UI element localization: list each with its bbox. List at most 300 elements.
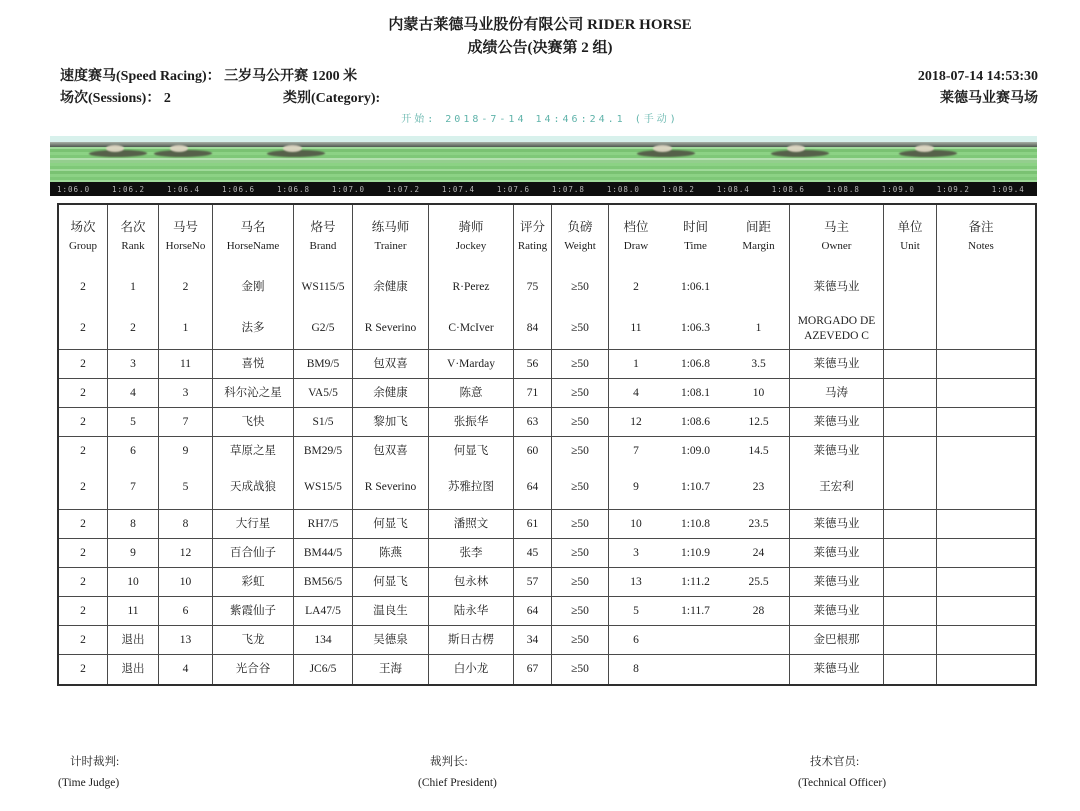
cell-margin: 14.5 [748, 445, 769, 458]
cell-horsename: 科尔沁之星 [213, 379, 294, 407]
horse-silhouette [771, 145, 829, 158]
cell-jockey: 陈意 [429, 379, 514, 407]
cell-rank: 退出 [108, 655, 159, 684]
cell-jockey: 张振华 [429, 408, 514, 436]
cell-horsename: 法多 [213, 309, 294, 350]
cell-horseno: 13 [159, 626, 213, 654]
time-tick-label: 1:08.8 [826, 184, 860, 194]
column-header-rank-labels [120, 219, 145, 253]
cell-weight: ≥50 [552, 408, 609, 436]
column-header-en: Notes [968, 240, 994, 253]
table-row [59, 379, 1035, 408]
header-cell-rating [514, 205, 552, 267]
cell-draw-time-margin [609, 539, 790, 567]
cell-rating: 63 [514, 408, 552, 436]
column-header-rating-labels [518, 219, 547, 253]
cell-rank: 7 [108, 466, 159, 509]
cell-draw-time-margin [609, 350, 790, 378]
cell-draw-time-margin [609, 568, 790, 596]
cell-owner: 莱德马业 [790, 597, 884, 625]
cell-draw-time-margin [609, 597, 790, 625]
horse-silhouette [899, 145, 957, 158]
cell-trainer: 何显飞 [353, 568, 429, 596]
cell-jockey: 何显飞 [429, 437, 514, 466]
column-header-brand-labels [310, 219, 337, 253]
cell-margin: 1 [755, 322, 762, 335]
cell-brand: 134 [294, 626, 353, 654]
column-header-jockey-labels [456, 219, 487, 253]
column-header-time [664, 205, 728, 267]
cell-horsename: 彩虹 [213, 568, 294, 596]
cell-draw: 5 [633, 604, 639, 617]
header-cell-owner [790, 205, 884, 267]
chief-president-label-zh: 裁判长: [430, 756, 468, 768]
cell-draw: 8 [633, 663, 639, 676]
company-title: 内蒙古莱德马业股份有限公司 RIDER HORSE [388, 17, 692, 33]
cell-horseno: 5 [159, 466, 213, 509]
cell-unit [884, 309, 937, 350]
cell-notes [937, 379, 1025, 407]
cell-trainer: 何显飞 [353, 510, 429, 538]
cell-rank: 5 [108, 408, 159, 436]
cell-rating: 60 [514, 437, 552, 466]
header-cell-unit [884, 205, 937, 267]
cell-jockey: 苏雅拉图 [429, 466, 514, 509]
cell-group: 2 [59, 466, 108, 509]
cell-time: 1:10.9 [680, 546, 711, 559]
cell-owner: 莱德马业 [790, 568, 884, 596]
cell-horseno: 2 [159, 267, 213, 309]
cell-brand: S1/5 [294, 408, 353, 436]
cell-rating: 71 [514, 379, 552, 407]
header-row [59, 205, 1035, 267]
cell-notes [937, 510, 1025, 538]
column-header-en: Weight [564, 240, 596, 253]
cell-draw-time-margin [609, 466, 790, 509]
time-tick-label: 1:08.0 [606, 184, 640, 194]
cell-notes [937, 267, 1025, 309]
cell-draw: 13 [630, 575, 642, 588]
table-row [59, 309, 1035, 351]
column-header-en: Jockey [455, 240, 487, 253]
cell-unit [884, 267, 937, 309]
column-header-draw-labels [623, 219, 648, 253]
cell-rating: 64 [514, 466, 552, 509]
cell-draw-time-margin [609, 408, 790, 436]
turf-light-band [50, 158, 1037, 163]
cell-owner: 莱德马业 [790, 655, 884, 684]
cell-jockey: V·Marday [429, 350, 514, 378]
header-cell-notes [937, 205, 1025, 267]
cell-time [664, 655, 728, 684]
column-header-en: Margin [742, 240, 775, 253]
cell-group: 2 [59, 379, 108, 407]
document-title [0, 14, 1080, 61]
cell-brand: G2/5 [294, 309, 353, 350]
cell-time: 1:06.8 [680, 357, 711, 370]
cell-draw-time-margin [609, 267, 790, 309]
cell-draw: 11 [630, 322, 642, 335]
cell-weight: ≥50 [552, 626, 609, 654]
time-tick-label: 1:07.4 [441, 184, 475, 194]
column-header-unit-labels [897, 219, 922, 253]
table-row [59, 466, 1035, 510]
cell-rank: 11 [108, 597, 159, 625]
cell-unit [884, 568, 937, 596]
column-header-margin [728, 205, 790, 267]
cell-notes [937, 466, 1025, 509]
datetime-venue-block [918, 66, 1038, 111]
finish-time-scale [50, 182, 1037, 196]
cell-margin [728, 267, 790, 309]
cell-notes [937, 568, 1025, 596]
cell-rank: 6 [108, 437, 159, 466]
cell-rank: 10 [108, 568, 159, 596]
cell-draw: 7 [633, 445, 639, 458]
cell-draw-time-margin [609, 655, 790, 684]
table-row [59, 568, 1035, 597]
cell-margin: 3.5 [751, 357, 766, 370]
cell-unit [884, 379, 937, 407]
cell-draw-time-margin [609, 379, 790, 407]
cell-notes [937, 539, 1025, 567]
cell-owner: 马涛 [790, 379, 884, 407]
column-header-en: Rating [517, 240, 548, 253]
cell-draw: 10 [630, 517, 642, 530]
time-tick-label: 1:07.2 [386, 184, 420, 194]
cell-rating: 64 [514, 597, 552, 625]
column-header-group-labels [69, 219, 97, 253]
cell-brand: BM56/5 [294, 568, 353, 596]
cell-brand: LA47/5 [294, 597, 353, 625]
cell-rating: 75 [514, 267, 552, 309]
column-header-zh: 间距 [745, 220, 771, 235]
cell-brand: BM9/5 [294, 350, 353, 378]
time-tick-label: 1:09.4 [991, 184, 1025, 194]
cell-time: 1:06.1 [680, 281, 711, 294]
cell-weight: ≥50 [552, 568, 609, 596]
column-header-owner-labels [822, 219, 852, 253]
cell-group: 2 [59, 309, 108, 350]
cell-weight: ≥50 [552, 309, 609, 350]
column-header-en: Trainer [374, 240, 407, 253]
cell-notes [937, 626, 1025, 654]
cell-notes [937, 655, 1025, 684]
cell-group: 2 [59, 437, 108, 466]
cell-horseno: 7 [159, 408, 213, 436]
header-cell-rank [108, 205, 159, 267]
time-tick-label: 1:06.4 [166, 184, 201, 194]
time-tick-label: 1:08.6 [771, 184, 805, 194]
cell-rating: 57 [514, 568, 552, 596]
table-row [59, 510, 1035, 539]
cell-draw-time-margin [609, 626, 790, 654]
cell-weight: ≥50 [552, 597, 609, 625]
cell-unit [884, 350, 937, 378]
cell-owner: 王宏利 [790, 466, 884, 509]
cell-group: 2 [59, 626, 108, 654]
column-header-zh: 烙号 [310, 220, 336, 235]
header-cell-weight [552, 205, 609, 267]
cell-horseno: 1 [159, 309, 213, 350]
cell-time: 1:10.7 [680, 481, 711, 494]
column-header-zh: 马号 [172, 220, 198, 235]
cell-jockey: 潘照文 [429, 510, 514, 538]
time-tick-label: 1:08.4 [716, 184, 750, 194]
column-header-zh: 单位 [897, 220, 923, 235]
column-header-zh: 时间 [682, 220, 708, 235]
cell-weight: ≥50 [552, 267, 609, 309]
cell-brand: VA5/5 [294, 379, 353, 407]
time-tick-label: 1:06.6 [221, 184, 256, 194]
cell-group: 2 [59, 597, 108, 625]
technical-officer-signature [798, 752, 886, 793]
cell-owner: MORGADO DE AZEVEDO C [790, 309, 884, 350]
cell-jockey: 斯日古楞 [429, 626, 514, 654]
cell-horseno: 6 [159, 597, 213, 625]
cell-margin: 10 [752, 386, 765, 399]
cell-weight: ≥50 [552, 437, 609, 466]
time-judge-signature [58, 752, 119, 793]
cell-time [664, 626, 728, 654]
cell-trainer: 王海 [353, 655, 429, 684]
cell-unit [884, 626, 937, 654]
cell-horseno: 11 [159, 350, 213, 378]
table-row [59, 408, 1035, 437]
cell-margin: 24 [752, 546, 765, 559]
cell-draw: 1 [633, 357, 639, 370]
cell-weight: ≥50 [552, 510, 609, 538]
cell-time: 1:09.0 [680, 445, 711, 458]
cell-horseno: 4 [159, 655, 213, 684]
race-start-time-text: 开始: 2018-7-14 14:46:24.1 (手动) [401, 114, 679, 125]
time-tick-label: 1:07.8 [551, 184, 585, 194]
column-header-en: Unit [900, 240, 920, 253]
cell-jockey: 包永林 [429, 568, 514, 596]
cell-unit [884, 466, 937, 509]
column-header-zh: 档位 [623, 220, 649, 235]
column-header-en: Group [68, 240, 98, 253]
column-header-zh: 练马师 [371, 220, 410, 235]
time-tick-label: 1:08.2 [661, 184, 695, 194]
cell-jockey: 白小龙 [429, 655, 514, 684]
cell-horsename: 飞快 [213, 408, 294, 436]
column-header-time-labels [683, 219, 708, 253]
cell-trainer: 陈燕 [353, 539, 429, 567]
column-header-en: Time [684, 240, 707, 253]
cell-draw: 9 [633, 481, 639, 494]
cell-trainer: 温良生 [353, 597, 429, 625]
cell-owner: 莱德马业 [790, 539, 884, 567]
cell-notes [937, 437, 1025, 466]
table-row [59, 626, 1035, 655]
cell-time: 1:11.7 [681, 604, 710, 617]
cell-horseno: 10 [159, 568, 213, 596]
column-header-zh: 场次 [70, 220, 96, 235]
photo-finish-strip [50, 136, 1037, 182]
cell-time: 1:08.6 [680, 415, 711, 428]
cell-trainer: R Severino [353, 309, 429, 350]
cell-trainer: 余健康 [353, 379, 429, 407]
cell-notes [937, 597, 1025, 625]
cell-group: 2 [59, 408, 108, 436]
cell-horsename: 百合仙子 [213, 539, 294, 567]
cell-rank: 退出 [108, 626, 159, 654]
results-table-body [59, 267, 1035, 684]
cell-draw: 4 [633, 386, 639, 399]
cell-horseno: 8 [159, 510, 213, 538]
race-info-block [60, 66, 381, 111]
cell-brand: JC6/5 [294, 655, 353, 684]
cell-horsename: 喜悦 [213, 350, 294, 378]
table-row [59, 539, 1035, 568]
cell-rank: 8 [108, 510, 159, 538]
column-header-en: Draw [623, 240, 649, 253]
cell-trainer: 余健康 [353, 267, 429, 309]
cell-horsename: 大行星 [213, 510, 294, 538]
cell-jockey: C·McIver [429, 309, 514, 350]
cell-unit [884, 539, 937, 567]
cell-rating: 61 [514, 510, 552, 538]
cell-draw: 6 [633, 633, 639, 646]
time-tick-label: 1:09.0 [881, 184, 915, 194]
cell-owner: 莱德马业 [790, 510, 884, 538]
header-cell-horsename [213, 205, 294, 267]
cell-horsename: 紫霞仙子 [213, 597, 294, 625]
horse-silhouette [89, 145, 147, 158]
cell-brand: WS15/5 [294, 466, 353, 509]
results-table [57, 203, 1037, 686]
cell-rank: 2 [108, 309, 159, 350]
cell-trainer: 黎加飞 [353, 408, 429, 436]
cell-weight: ≥50 [552, 539, 609, 567]
header-cell-horseno [159, 205, 213, 267]
cell-jockey: R·Perez [429, 267, 514, 309]
race-type-label: 速度赛马(Speed Racing)： [60, 69, 221, 84]
cell-brand: WS115/5 [294, 267, 353, 309]
cell-draw: 12 [630, 415, 642, 428]
cell-horsename: 飞龙 [213, 626, 294, 654]
header-cell-jockey [429, 205, 514, 267]
time-tick-label: 1:06.8 [276, 184, 311, 194]
cell-horseno: 12 [159, 539, 213, 567]
cell-notes [937, 309, 1025, 350]
header-cell-draw-time-margin [609, 205, 790, 267]
cell-jockey: 陆永华 [429, 597, 514, 625]
cell-margin [728, 655, 790, 684]
column-header-en: Brand [309, 240, 337, 253]
time-tick-label: 1:07.0 [331, 184, 366, 194]
column-header-trainer-labels [372, 219, 410, 253]
sessions-value: 2 [163, 91, 171, 107]
column-header-margin-labels [742, 219, 774, 253]
cell-weight: ≥50 [552, 655, 609, 684]
header-cell-group [59, 205, 108, 267]
time-tick-label: 1:09.2 [936, 184, 970, 194]
cell-margin: 28 [752, 604, 765, 617]
cell-trainer: 包双喜 [353, 437, 429, 466]
column-header-zh: 马主 [823, 220, 849, 235]
cell-draw-time-margin [609, 309, 790, 350]
cell-group: 2 [59, 655, 108, 684]
column-header-draw [609, 205, 664, 267]
table-row [59, 350, 1035, 379]
column-header-en: Rank [121, 240, 145, 253]
cell-unit [884, 597, 937, 625]
horse-silhouette [637, 145, 695, 158]
cell-draw-time-margin [609, 510, 790, 538]
column-header-horseno-labels [166, 219, 206, 253]
header-cell-trainer [353, 205, 429, 267]
chief-president-signature [418, 752, 497, 793]
horse-silhouette [154, 145, 212, 158]
cell-rating: 84 [514, 309, 552, 350]
technical-officer-label-zh: 技术官员: [810, 756, 860, 768]
column-header-notes-labels [968, 219, 994, 253]
cell-margin [728, 626, 790, 654]
announcement-subtitle: 成绩公告(决赛第 2 组) [467, 40, 613, 57]
cell-trainer: R Severino [353, 466, 429, 509]
cell-weight: ≥50 [552, 350, 609, 378]
cell-group: 2 [59, 350, 108, 378]
column-header-zh: 备注 [968, 220, 994, 235]
cell-notes [937, 350, 1025, 378]
cell-group: 2 [59, 510, 108, 538]
chief-president-label-en: (Chief President) [418, 776, 497, 789]
cell-trainer: 包双喜 [353, 350, 429, 378]
cell-jockey: 张李 [429, 539, 514, 567]
header-cell-brand [294, 205, 353, 267]
column-header-zh: 名次 [120, 220, 146, 235]
cell-brand: RH7/5 [294, 510, 353, 538]
cell-time: 1:06.3 [680, 322, 711, 335]
column-header-en: HorseNo [165, 240, 206, 253]
column-header-zh: 骑师 [458, 220, 484, 235]
column-header-horsename-labels [227, 219, 280, 253]
cell-horsename: 草原之星 [213, 437, 294, 466]
cell-draw: 3 [633, 546, 639, 559]
time-tick-label: 1:07.6 [496, 184, 530, 194]
table-row [59, 655, 1035, 684]
cell-unit [884, 437, 937, 466]
results-table-header [59, 205, 1035, 267]
cell-horseno: 3 [159, 379, 213, 407]
cell-margin: 23 [752, 481, 765, 494]
cell-draw: 2 [633, 281, 639, 294]
race-type-value: 三岁马公开赛 1200 米 [224, 69, 358, 84]
column-header-zh: 马名 [240, 220, 266, 235]
horse-silhouette [267, 145, 325, 158]
cell-rank: 1 [108, 267, 159, 309]
cell-rank: 4 [108, 379, 159, 407]
cell-brand: BM44/5 [294, 539, 353, 567]
cell-rank: 3 [108, 350, 159, 378]
cell-horsename: 光合谷 [213, 655, 294, 684]
venue-name: 莱德马业赛马场 [940, 91, 1038, 107]
column-header-zh: 评分 [519, 220, 545, 235]
cell-horseno: 9 [159, 437, 213, 466]
cell-trainer: 吴德泉 [353, 626, 429, 654]
cell-owner: 莱德马业 [790, 437, 884, 466]
cell-owner: 金巴根那 [790, 626, 884, 654]
cell-brand: BM29/5 [294, 437, 353, 466]
cell-unit [884, 655, 937, 684]
cell-rating: 67 [514, 655, 552, 684]
cell-owner: 莱德马业 [790, 408, 884, 436]
cell-margin: 23.5 [748, 517, 769, 530]
column-header-en: Owner [821, 240, 852, 253]
cell-rating: 45 [514, 539, 552, 567]
